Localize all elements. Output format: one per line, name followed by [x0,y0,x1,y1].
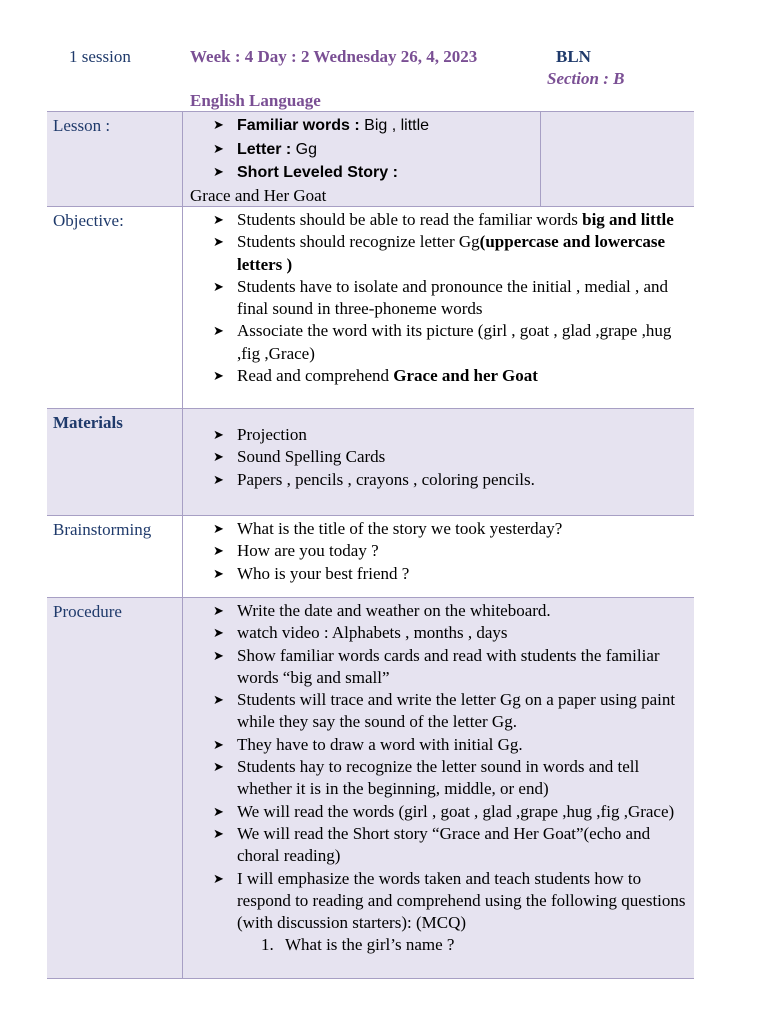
list-item: ➤ Students should be able to read the familiar words big and little [213,209,691,231]
arrow-bullet-icon: ➤ [213,803,224,819]
arrow-bullet-icon: ➤ [213,603,224,618]
numbered-question [213,934,691,956]
list-item: ➤ Associate the word with its picture (girl , goat , glad ,grape ,hug ,fig ,Grace) [213,320,691,365]
arrow-bullet-icon: ➤ [213,625,224,641]
list-item: ➤ Read and comprehend Grace and her Goat [213,365,691,387]
list-item: ➤ watch video : Alphabets , months , days [213,622,691,644]
list-item: ➤ We will read the Short story “Grace and Her Goat”(echo and choral reading) [213,823,691,868]
list-item: ➤ Write the date and weather on the whiteboard. [213,600,691,622]
question-text: What is the girl’s name ? [285,935,455,955]
list-item: ➤ Students will trace and write the letter Gg on a paper using paint while they say the sound of the letter Gg. [213,689,691,734]
list-item: ➤ Short Leveled Story : [213,161,533,185]
program-label: BLN [556,47,591,66]
arrow-bullet-icon: ➤ [213,164,224,179]
procedure-label: Procedure [53,602,122,621]
arrow-bullet-icon: ➤ [213,565,224,581]
procedure-row [47,597,694,979]
list-item: ➤ Familiar words : Big , little [213,114,533,138]
list-item: ➤ Letter : Gg [213,138,533,162]
arrow-bullet-icon: ➤ [213,521,224,536]
list-item: ➤ What is the title of the story we took yesterday? [213,518,691,540]
arrow-bullet-icon: ➤ [213,234,224,250]
list-item: ➤ Show familiar words cards and read with students the familiar words “big and small” [213,645,691,690]
question-number: 1. [261,935,274,955]
date-line: Week : 4 Day : 2 Wednesday 26, 4, 2023 [190,47,478,66]
arrow-bullet-icon: ➤ [213,471,224,487]
materials-items [213,424,691,491]
arrow-bullet-icon: ➤ [213,647,224,663]
brainstorming-label: Brainstorming [53,520,152,539]
list-item: ➤ We will read the words (girl , goat , glad ,grape ,hug ,fig ,Grace) [213,801,691,823]
lesson-row [47,111,694,207]
lesson-label: Lesson : [53,116,111,135]
list-item: ➤ Who is your best friend ? [213,563,691,585]
brainstorming-items [213,518,691,585]
list-item: ➤ I will emphasize the words taken and teach students how to respond to reading and comprehend using the following questions (with discussion starters): (MCQ) [213,868,691,935]
arrow-bullet-icon: ➤ [213,427,224,442]
list-item: ➤ They have to draw a word with initial Gg. [213,734,691,756]
lesson-items [213,114,533,185]
list-item: ➤ Students should recognize letter Gg(uppercase and lowercase letters ) [213,231,691,276]
arrow-bullet-icon: ➤ [213,368,224,384]
session-label: 1 session [69,47,131,66]
story-title: Grace and Her Goat [190,186,327,205]
arrow-bullet-icon: ➤ [213,323,224,339]
materials-label: Materials [53,413,123,432]
arrow-bullet-icon: ➤ [213,117,224,132]
list-item: ➤ Papers , pencils , crayons , coloring pencils. [213,469,691,491]
materials-row [47,408,694,516]
list-item: ➤ Students have to isolate and pronounce the initial , medial , and final sound in three-phoneme words [213,276,691,321]
arrow-bullet-icon: ➤ [213,870,224,886]
arrow-bullet-icon: ➤ [213,543,224,559]
objective-label: Objective: [53,211,124,230]
objective-items [213,209,691,387]
arrow-bullet-icon: ➤ [213,736,224,752]
arrow-bullet-icon: ➤ [213,449,224,465]
section-label: Section : B [547,69,625,88]
subject-label: English Language [190,91,321,110]
objective-row [47,206,694,409]
list-item: ➤ Students hay to recognize the letter sound in words and tell whether it is in the beginning, middle, or end) [213,756,691,801]
arrow-bullet-icon: ➤ [213,212,224,227]
arrow-bullet-icon: ➤ [213,140,224,156]
arrow-bullet-icon: ➤ [213,825,224,841]
arrow-bullet-icon: ➤ [213,692,224,708]
list-item: ➤ How are you today ? [213,540,691,562]
brainstorming-row [47,515,694,598]
list-item: ➤ Sound Spelling Cards [213,446,691,468]
procedure-items [213,600,691,957]
arrow-bullet-icon: ➤ [213,278,224,294]
arrow-bullet-icon: ➤ [213,759,224,775]
list-item: ➤ Projection [213,424,691,446]
